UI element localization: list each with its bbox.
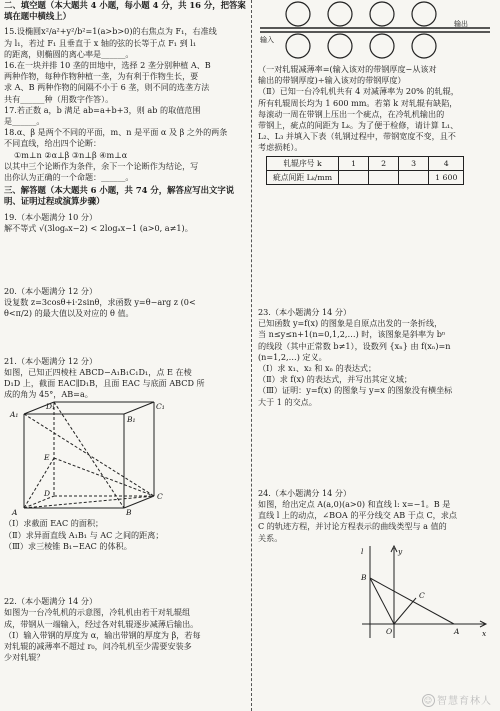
- table-cell: 2: [369, 156, 399, 170]
- rolling-mill-figure: [258, 0, 494, 64]
- label-E: E: [44, 453, 50, 463]
- answer-space: [4, 234, 248, 286]
- q23-line: (n=1,2,…) 定义。: [258, 351, 327, 362]
- watermark-text: 智慧育林人: [437, 695, 492, 707]
- q24-line: C 的轨迹方程，并讨论方程表示的曲线类型与 a 值的: [258, 521, 447, 532]
- q16-line: 共有______种（用数字作答）。: [4, 93, 114, 104]
- q21-line: 如图，已知正四棱柱 ABCD−A₁B₁C₁D₁，点 E 在棱: [4, 366, 192, 377]
- table-cell: 疵点间距 Lₖ/mm: [267, 170, 339, 184]
- table-cell: 4: [429, 156, 464, 170]
- label-B: B: [126, 508, 132, 518]
- q22c-line: 每滚动一周在带钢上压出一个疵点，在冷轧机输出的: [258, 108, 445, 119]
- table-cell: [339, 170, 369, 184]
- table-cell: 1: [339, 156, 369, 170]
- table-cell: [369, 170, 399, 184]
- left-column: [4, 0, 248, 663]
- label-y: y: [398, 546, 403, 556]
- q23-part: （Ⅱ）求 f(x) 的表达式，并写出其定义域；: [258, 374, 413, 385]
- locus-figure: [258, 544, 494, 642]
- q22c-line: 带钢上，疵点的间距为 Lₖ。为了便于检修，请计算 L₁、: [258, 120, 459, 131]
- column-divider: [251, 0, 252, 711]
- q17-line: 17.若正数 a，b 满足 ab=a+b+3，则 ab 的取值范围: [4, 104, 201, 115]
- q15-line: 为 l₁，若过 F₁ 且垂直于 x 轴的弦的长等于点 F₁ 到 l₁: [4, 37, 197, 48]
- q24-heading: 24.（本小题满分 14 分）: [258, 487, 352, 498]
- table-cell: 3: [399, 156, 429, 170]
- q24-line: 如图，给出定点 A(a,0)(a>0) 和直线 l: x=−1。B 是: [258, 499, 451, 510]
- question-17: [4, 105, 248, 127]
- q19-text: 解不等式 √(3logₐx−2) < 2logₐx−1 (a>0, a≠1)。: [4, 222, 193, 233]
- answer-space: [258, 408, 496, 488]
- q16-line: 求 A、B 两种作物的间隔不小于 6 垄，则不同的选垄方法: [4, 82, 210, 93]
- question-15: [4, 26, 248, 60]
- label-A: A: [12, 508, 18, 518]
- label-A: A: [454, 626, 460, 636]
- label-C: C: [419, 590, 425, 600]
- q20-line: θ<π/2) 的最大值以及对应的 θ 值。: [4, 308, 134, 319]
- label-C1: C₁: [156, 402, 165, 412]
- q21-part: （Ⅲ）求三棱锥 B₁−EAC 的体积。: [4, 540, 132, 551]
- question-18: [4, 127, 248, 183]
- question-19: [4, 212, 248, 234]
- q22c-line: （Ⅱ）已知一台冷轧机共有 4 对减薄率为 20% 的轧辊，: [258, 86, 459, 97]
- q18-line: 以其中三个论断作为条件，余下一个论断作为结论，写: [4, 160, 199, 171]
- defect-spacing-table: [266, 156, 464, 185]
- q22c-line: 考虑损耗）。: [258, 142, 303, 153]
- q23-part: （Ⅲ）证明：y=f(x) 的图象与 y=x 的图象没有横坐标: [258, 385, 453, 396]
- question-21: [4, 356, 248, 552]
- label-D1: D₁: [46, 402, 56, 412]
- q23-line: 的线段（其中正常数 b≠1），设数列 {xₙ} 由 f(xₙ)=n: [258, 340, 451, 351]
- q18-line: 不同直线，给出四个论断：: [4, 138, 102, 149]
- label-B: B: [361, 572, 367, 582]
- q22c-line: L₂、L₃ 并填入下表（轧钢过程中，带钢宽度不变，且不: [258, 131, 456, 142]
- answer-space: [4, 320, 248, 356]
- q22-line: 成，带钢从一端输入，经过各对轧辊逐步减薄后输出。: [4, 618, 199, 629]
- watermark-logo-icon: ☺: [423, 696, 434, 705]
- label-B1: B₁: [127, 415, 136, 425]
- question-16: [4, 60, 248, 105]
- q24-line: 关系。: [258, 532, 283, 543]
- q18-line: 18.α、β 是两个不同的平面，m、n 是平面 α 及 β 之外的两条: [4, 127, 228, 138]
- q22-heading: 22.（本小题满分 14 分）: [4, 596, 98, 607]
- q21-line: 成的角为 45°，AB=a。: [4, 389, 93, 400]
- q21-line: D₁D 上，截面 EAC∥D₁B，且面 EAC 与底面 ABCD 所: [4, 378, 205, 389]
- question-22: [4, 596, 248, 663]
- right-column: [258, 0, 496, 642]
- table-cell: 轧辊序号 k: [267, 156, 339, 170]
- q22-line: （Ⅰ）输入带钢的厚度为 α，输出带钢的厚度为 β，若每: [4, 629, 201, 640]
- section3-title: 三、解答题（本大题共 6 小题，共 74 分，解答应写出文字说明、证明过程或演算步骤）: [4, 185, 235, 207]
- label-A1: A₁: [10, 410, 19, 420]
- q15-line: 的距离，则椭圆的离心率是______。: [4, 48, 134, 59]
- question-22-continued: [258, 64, 496, 154]
- label-x: x: [482, 628, 487, 638]
- q19-heading: 19.（本小题满分 10 分）: [4, 211, 98, 222]
- watermark: [422, 692, 492, 708]
- q20-line: 设复数 z=3cosθ+i·2sinθ，求函数 y=θ−arg z (0<: [4, 297, 196, 308]
- q22c-line: 输出的带钢厚度)÷输入该对的带钢厚度）: [258, 75, 406, 86]
- table-cell: 1 600: [429, 170, 464, 184]
- table-cell: [399, 170, 429, 184]
- q23-heading: 23.（本小题满分 14 分）: [258, 307, 352, 318]
- q21-part: （Ⅱ）求异面直线 A₁B₁ 与 AC 之间的距离；: [4, 529, 164, 540]
- table-row: [267, 170, 464, 184]
- label-input: 输入: [260, 36, 274, 44]
- q22-line: 如图为一台冷轧机的示意图，冷轧机由若干对轧辊组: [4, 607, 191, 618]
- q22c-line: （一对轧辊减薄率=(输入该对的带钢厚度−从该对: [258, 64, 437, 74]
- q17-line: 是______。: [4, 116, 45, 127]
- q22-line: 对轧辊的减薄率不超过 r₀，问冷轧机至少需要安装多: [4, 640, 192, 651]
- q16-line: 16.在一块并排 10 垄的田地中，选择 2 垄分别种植 A、B: [4, 60, 211, 71]
- question-20: [4, 286, 248, 320]
- section2-title: 二、填空题（本大题共 4 小题，每小题 4 分，共 16 分，把答案填在题中横线上）: [4, 0, 246, 22]
- q16-line: 两种作物，每种作物种植一垄，为有利于作物生长，要: [4, 71, 199, 82]
- label-output: 输出: [454, 20, 468, 28]
- q24-line: 直线 l 上的动点，∠BOA 的平分线交 AB 于点 C，求点: [258, 510, 457, 521]
- q22-line: 少对轧辊？: [4, 652, 45, 663]
- q15-line: 15.设椭圆x²/a²+y²/b²=1(a>b>0)的右焦点为 F₁，右准线: [4, 26, 217, 37]
- q23-line: 已知函数 y=f(x) 的图象是自原点出发的一条折线，: [258, 318, 443, 329]
- q18-line: 出你认为正确的一个命题：______。: [4, 172, 134, 183]
- q23-part: 大于 1 的交点。: [258, 396, 317, 407]
- question-23: [258, 307, 496, 408]
- q20-heading: 20.（本小题满分 12 分）: [4, 286, 98, 297]
- label-C: C: [157, 492, 163, 502]
- q23-part: （Ⅰ）求 x₁、x₂ 和 xₙ 的表达式；: [258, 363, 377, 374]
- q23-line: 当 n≤y≤n+1(n=0,1,2,…) 时，该图象是斜率为 bⁿ: [258, 329, 446, 340]
- prism-figure: [4, 400, 244, 518]
- label-D: D: [44, 489, 51, 499]
- label-l: l: [361, 546, 364, 556]
- q18-line: ①m⊥n ②α⊥β ③n⊥β ④m⊥α: [14, 149, 128, 160]
- q21-heading: 21.（本小题满分 12 分）: [4, 355, 98, 366]
- answer-space: [4, 552, 248, 596]
- question-24: [258, 488, 496, 544]
- q22c-line: 所有轧辊周长均为 1 600 mm。若第 k 对轧辊有缺陷，: [258, 97, 458, 108]
- answer-space: [258, 187, 496, 307]
- table-row: [267, 156, 464, 170]
- q21-part: （Ⅰ）求截面 EAC 的面积；: [4, 518, 104, 529]
- label-O: O: [386, 626, 393, 636]
